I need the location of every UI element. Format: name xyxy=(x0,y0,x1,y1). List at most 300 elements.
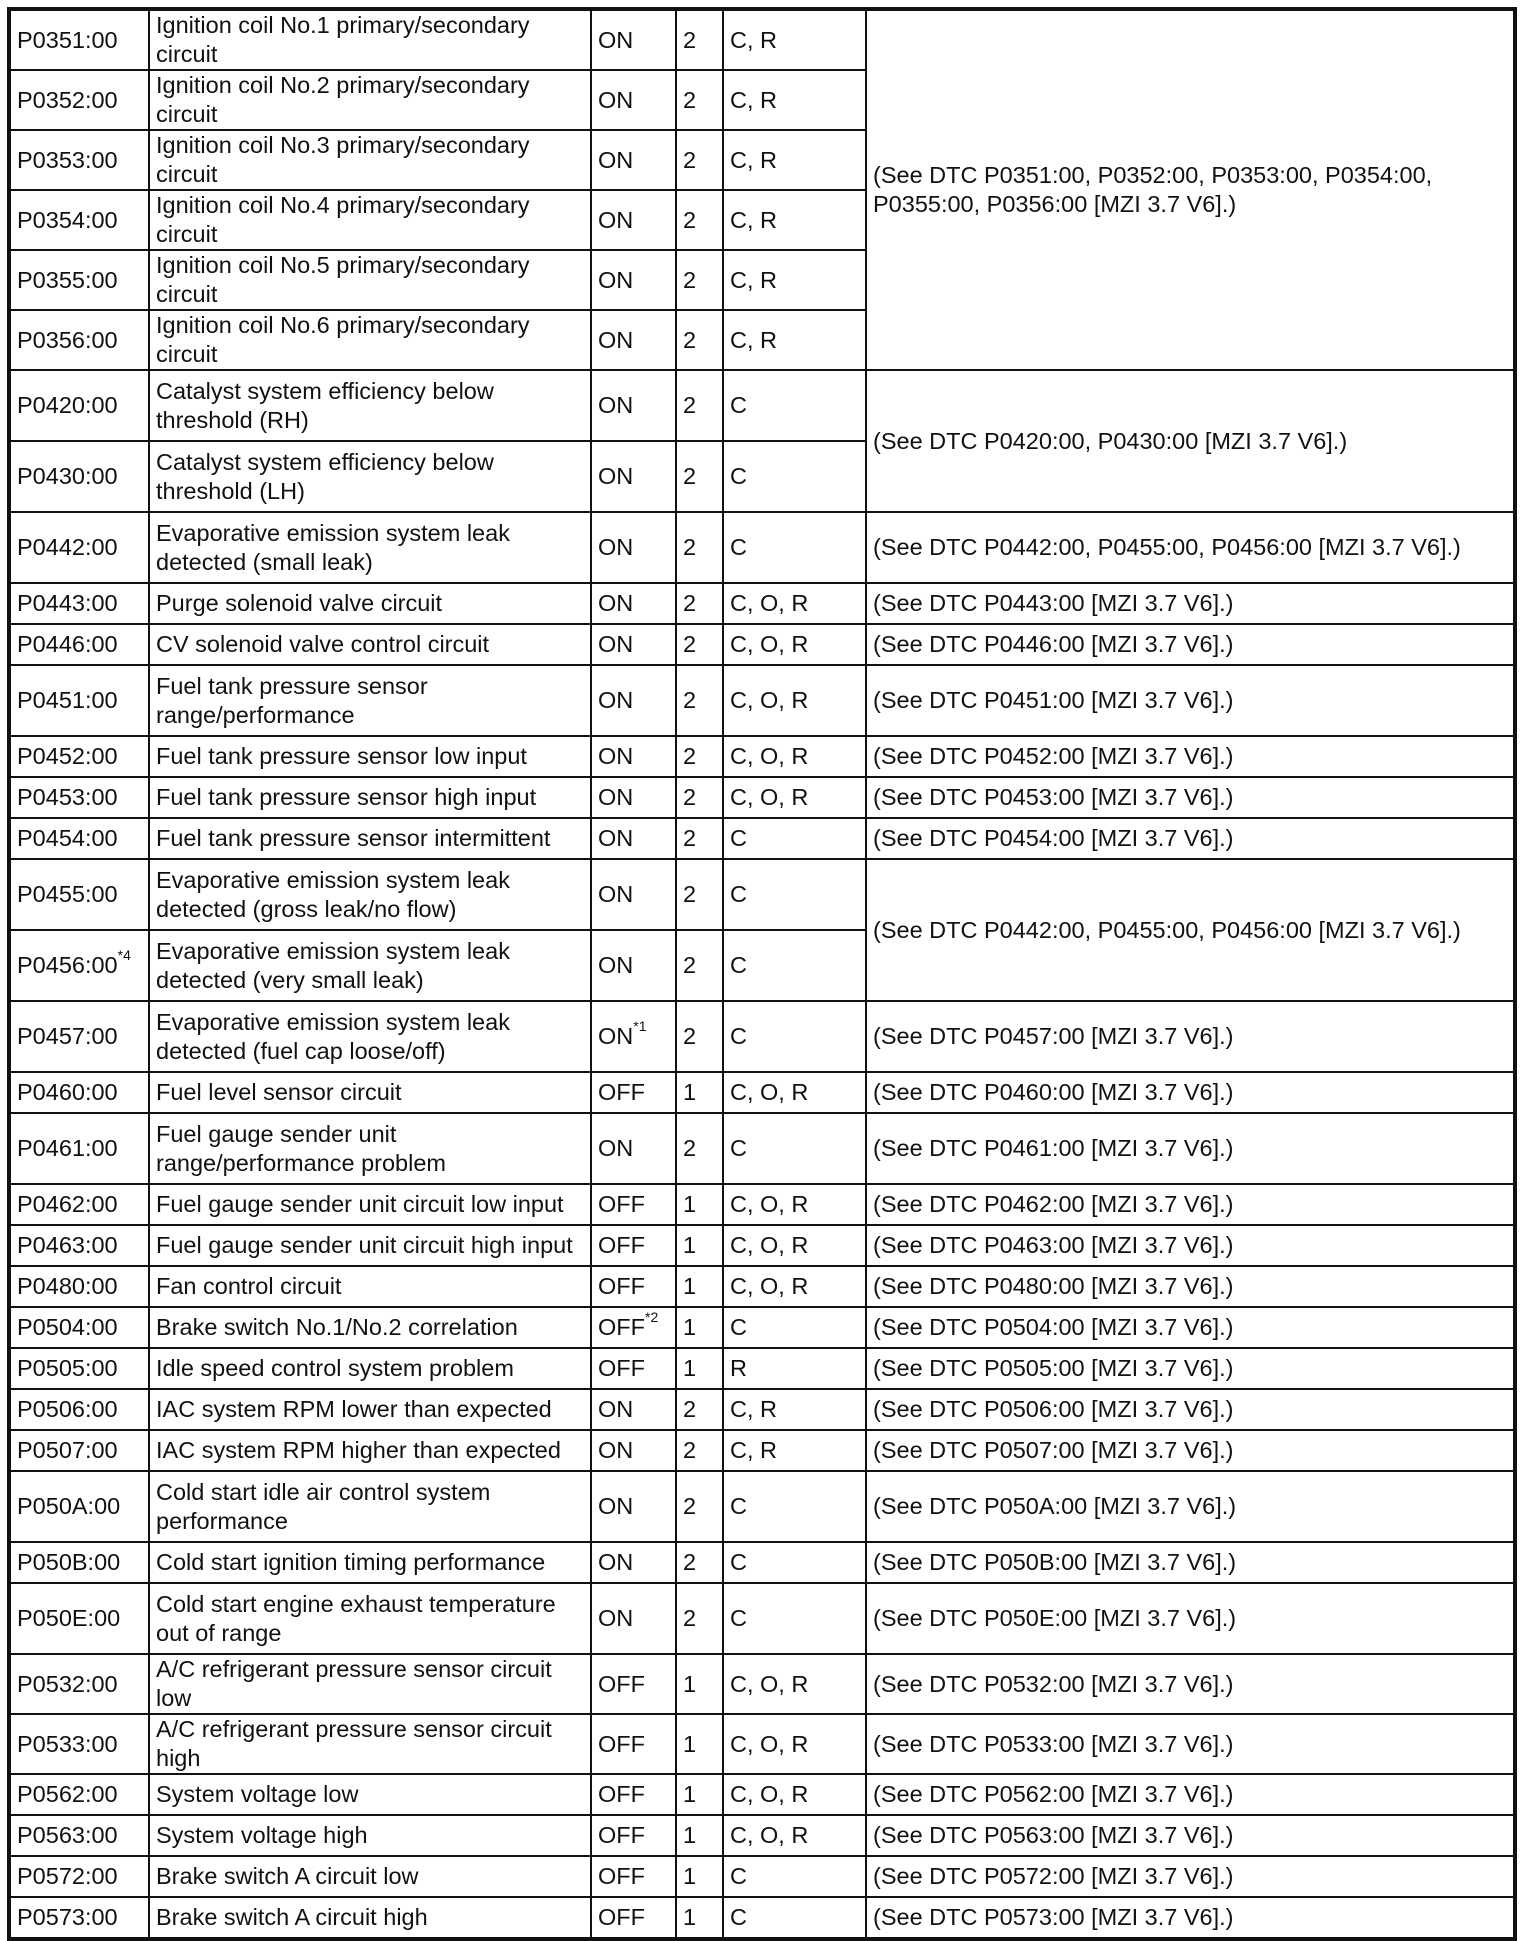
table-row xyxy=(9,818,1515,859)
description-cell-text: Fuel tank pressure sensor high input xyxy=(156,784,537,810)
monitor-cell xyxy=(723,70,866,130)
mil-footnote: *1 xyxy=(633,1018,647,1035)
mil-cell-text: ON xyxy=(598,825,634,851)
monitor-cell-text: C xyxy=(730,1904,747,1930)
dtc-code-cell xyxy=(9,1430,149,1471)
mil-cell xyxy=(591,250,676,310)
monitor-cell-text: C, R xyxy=(730,1396,777,1422)
mil-cell-text: ON xyxy=(598,1493,634,1519)
mil-cell-text: ON xyxy=(598,687,634,713)
dc-cell-text: 1 xyxy=(683,1314,697,1340)
monitor-cell-text: C, R xyxy=(730,326,777,353)
see-dtc-note-cell xyxy=(866,1001,1515,1072)
dc-cell-text: 2 xyxy=(683,146,697,173)
dc-cell xyxy=(676,1225,723,1266)
description-cell xyxy=(149,512,591,583)
description-cell-text: Fuel tank pressure sensor intermittent xyxy=(156,825,551,851)
mil-cell-text: ON xyxy=(598,1549,634,1575)
mil-cell-text: ON xyxy=(598,266,634,293)
see-dtc-note-cell-text: (See DTC P050A:00 [MZI 3.7 V6].) xyxy=(873,1493,1237,1519)
monitor-cell-text: R xyxy=(730,1355,747,1381)
dc-cell xyxy=(676,310,723,370)
description-cell xyxy=(149,1471,591,1542)
description-cell xyxy=(149,1856,591,1897)
see-dtc-note-cell-text: (See DTC P0533:00 [MZI 3.7 V6].) xyxy=(873,1730,1234,1757)
monitor-cell-text: C xyxy=(730,1605,747,1631)
dc-cell-text: 2 xyxy=(683,1396,697,1422)
mil-cell xyxy=(591,1113,676,1184)
see-dtc-note-cell-text: (See DTC P0462:00 [MZI 3.7 V6].) xyxy=(873,1191,1234,1217)
dtc-code-cell xyxy=(9,1471,149,1542)
mil-cell xyxy=(591,1542,676,1583)
mil-cell-text: OFF xyxy=(598,1670,645,1697)
monitor-cell-text: C xyxy=(730,463,747,489)
dc-cell-text: 2 xyxy=(683,1605,697,1631)
dtc-table-page xyxy=(7,7,1513,1930)
monitor-cell xyxy=(723,859,866,930)
dtc-code-cell-text: P0505:00 xyxy=(17,1355,118,1381)
see-dtc-note-cell xyxy=(866,1113,1515,1184)
monitor-cell-text: C, O, R xyxy=(730,1781,809,1807)
monitor-cell-text: C, R xyxy=(730,1437,777,1463)
mil-cell-text: OFF xyxy=(598,1730,645,1757)
see-dtc-note-cell xyxy=(866,1225,1515,1266)
mil-cell-text: ON xyxy=(598,534,634,560)
dc-cell-text: 1 xyxy=(683,1670,697,1697)
see-dtc-note-cell xyxy=(866,1389,1515,1430)
dtc-code-cell-text: P0420:00 xyxy=(17,392,118,418)
dtc-code-cell-text: P0507:00 xyxy=(17,1437,118,1463)
table-row xyxy=(9,1225,1515,1266)
table-row xyxy=(9,1001,1515,1072)
table-row xyxy=(9,1856,1515,1897)
monitor-cell-text: C, O, R xyxy=(730,1079,809,1105)
dc-cell xyxy=(676,9,723,70)
mil-cell-text: ON xyxy=(598,26,634,53)
dtc-code-cell-text: P0480:00 xyxy=(17,1273,118,1299)
dc-cell xyxy=(676,1348,723,1389)
mil-cell xyxy=(591,190,676,250)
description-cell-text: Catalyst system efficiency below threshold (LH) xyxy=(156,448,494,504)
see-dtc-note-cell-text: (See DTC P0443:00 [MZI 3.7 V6].) xyxy=(873,590,1234,616)
table-row xyxy=(9,1348,1515,1389)
monitor-cell-text: C, O, R xyxy=(730,1730,809,1757)
dc-cell xyxy=(676,250,723,310)
dc-cell xyxy=(676,736,723,777)
mil-cell xyxy=(591,1072,676,1113)
dtc-code-cell-text: P0442:00 xyxy=(17,534,118,560)
monitor-cell-text: C, O, R xyxy=(730,687,809,713)
monitor-cell xyxy=(723,930,866,1001)
description-cell xyxy=(149,70,591,130)
see-dtc-note-cell-text: (See DTC P0460:00 [MZI 3.7 V6].) xyxy=(873,1079,1234,1105)
dc-cell xyxy=(676,665,723,736)
dtc-code-cell xyxy=(9,310,149,370)
monitor-cell-text: C xyxy=(730,952,747,978)
table-row xyxy=(9,370,1515,441)
dc-cell xyxy=(676,1471,723,1542)
description-cell xyxy=(149,1389,591,1430)
description-cell xyxy=(149,859,591,930)
mil-cell xyxy=(591,624,676,665)
description-cell-text: IAC system RPM higher than expected xyxy=(156,1437,561,1463)
see-dtc-note-cell-text: (See DTC P0532:00 [MZI 3.7 V6].) xyxy=(873,1670,1234,1697)
dc-cell xyxy=(676,1307,723,1348)
monitor-cell xyxy=(723,1471,866,1542)
mil-cell xyxy=(591,9,676,70)
dc-cell-text: 1 xyxy=(683,1191,697,1217)
see-dtc-note-cell xyxy=(866,1430,1515,1471)
dtc-code-cell xyxy=(9,1307,149,1348)
see-dtc-note-cell xyxy=(866,9,1515,370)
dc-cell-text: 1 xyxy=(683,1355,697,1381)
monitor-cell-text: C, R xyxy=(730,266,777,293)
dtc-code-cell-text: P0572:00 xyxy=(17,1863,118,1889)
mil-cell xyxy=(591,1774,676,1815)
description-cell-text: Cold start engine exhaust temperature out of range xyxy=(156,1590,556,1646)
dtc-code-cell xyxy=(9,1897,149,1939)
monitor-cell xyxy=(723,1266,866,1307)
description-cell-text: Brake switch A circuit low xyxy=(156,1863,419,1889)
monitor-cell-text: C, O, R xyxy=(730,1273,809,1299)
see-dtc-note-cell xyxy=(866,1542,1515,1583)
description-cell-text: Catalyst system efficiency below threshold (RH) xyxy=(156,377,494,433)
mil-cell xyxy=(591,1897,676,1939)
dtc-code-cell-text: P0563:00 xyxy=(17,1822,118,1848)
dc-cell xyxy=(676,1714,723,1774)
monitor-cell xyxy=(723,665,866,736)
dtc-code-cell xyxy=(9,624,149,665)
dtc-code-cell xyxy=(9,1714,149,1774)
dc-cell xyxy=(676,1389,723,1430)
description-cell xyxy=(149,1542,591,1583)
see-dtc-note-cell xyxy=(866,1774,1515,1815)
table-row xyxy=(9,583,1515,624)
dtc-code-cell xyxy=(9,512,149,583)
dc-cell xyxy=(676,190,723,250)
mil-cell-text: ON xyxy=(598,743,634,769)
dc-cell xyxy=(676,1072,723,1113)
dc-cell xyxy=(676,1897,723,1939)
see-dtc-note-cell-text: (See DTC P0442:00, P0455:00, P0456:00 [MZI 3.7 V6].) xyxy=(873,916,1461,943)
dtc-code-cell-text: P0351:00 xyxy=(17,26,118,53)
dc-cell xyxy=(676,1542,723,1583)
dtc-code-cell xyxy=(9,1184,149,1225)
mil-cell-text: OFF xyxy=(598,1314,645,1340)
see-dtc-note-cell xyxy=(866,1184,1515,1225)
mil-cell-text: OFF xyxy=(598,1191,645,1217)
dtc-code-cell-text: P050B:00 xyxy=(17,1549,121,1575)
see-dtc-note-cell xyxy=(866,1266,1515,1307)
dtc-code-cell xyxy=(9,190,149,250)
see-dtc-note-cell-text: (See DTC P0573:00 [MZI 3.7 V6].) xyxy=(873,1904,1234,1930)
mil-cell xyxy=(591,1714,676,1774)
table-row xyxy=(9,1542,1515,1583)
description-cell xyxy=(149,1266,591,1307)
see-dtc-note-cell xyxy=(866,1654,1515,1714)
monitor-cell xyxy=(723,1389,866,1430)
monitor-cell-text: C xyxy=(730,392,747,418)
description-cell-text: Ignition coil No.5 primary/secondary circuit xyxy=(156,252,530,307)
monitor-cell-text: C xyxy=(730,1493,747,1519)
see-dtc-note-cell-text: (See DTC P050E:00 [MZI 3.7 V6].) xyxy=(873,1605,1237,1631)
mil-cell xyxy=(591,665,676,736)
monitor-cell-text: C, R xyxy=(730,26,777,53)
dtc-code-cell xyxy=(9,1389,149,1430)
mil-cell xyxy=(591,1389,676,1430)
see-dtc-note-cell-text: (See DTC P050B:00 [MZI 3.7 V6].) xyxy=(873,1549,1237,1575)
mil-cell xyxy=(591,130,676,190)
description-cell xyxy=(149,1897,591,1939)
monitor-cell xyxy=(723,441,866,512)
dc-cell xyxy=(676,370,723,441)
see-dtc-note-cell-text: (See DTC P0457:00 [MZI 3.7 V6].) xyxy=(873,1023,1234,1049)
dtc-code-cell xyxy=(9,665,149,736)
see-dtc-note-cell xyxy=(866,1714,1515,1774)
see-dtc-note-cell xyxy=(866,665,1515,736)
table-row xyxy=(9,1266,1515,1307)
description-cell xyxy=(149,1225,591,1266)
dtc-code-cell-text: P0446:00 xyxy=(17,631,118,657)
see-dtc-note-cell xyxy=(866,777,1515,818)
mil-cell-text: OFF xyxy=(598,1273,645,1299)
dc-cell-text: 2 xyxy=(683,687,697,713)
monitor-cell-text: C, O, R xyxy=(730,1232,809,1258)
see-dtc-note-cell-text: (See DTC P0451:00 [MZI 3.7 V6].) xyxy=(873,687,1234,713)
description-cell-text: Ignition coil No.4 primary/secondary circuit xyxy=(156,192,530,247)
description-cell-text: System voltage high xyxy=(156,1822,368,1848)
see-dtc-note-cell-text: (See DTC P0507:00 [MZI 3.7 V6].) xyxy=(873,1437,1234,1463)
dtc-table xyxy=(7,7,1517,1941)
dc-cell xyxy=(676,1266,723,1307)
mil-cell-text: ON xyxy=(598,463,634,489)
mil-cell-text: ON xyxy=(598,784,634,810)
monitor-cell xyxy=(723,370,866,441)
mil-cell-text: OFF xyxy=(598,1904,645,1930)
dc-cell-text: 2 xyxy=(683,1493,697,1519)
mil-cell-text: ON xyxy=(598,631,634,657)
description-cell xyxy=(149,1583,591,1654)
mil-cell xyxy=(591,1815,676,1856)
monitor-cell-text: C, R xyxy=(730,146,777,173)
dc-cell xyxy=(676,70,723,130)
description-cell-text: Purge solenoid valve circuit xyxy=(156,590,443,616)
dc-cell xyxy=(676,1184,723,1225)
dtc-code-cell xyxy=(9,736,149,777)
monitor-cell xyxy=(723,1348,866,1389)
dtc-code-cell-text: P0533:00 xyxy=(17,1730,118,1757)
description-cell-text: Cold start ignition timing performance xyxy=(156,1549,546,1575)
description-cell-text: Fuel tank pressure sensor low input xyxy=(156,743,527,769)
dc-cell-text: 2 xyxy=(683,206,697,233)
table-row xyxy=(9,1430,1515,1471)
description-cell xyxy=(149,583,591,624)
see-dtc-note-cell xyxy=(866,1897,1515,1939)
description-cell-text: Ignition coil No.3 primary/secondary circuit xyxy=(156,132,530,187)
see-dtc-note-cell-text: (See DTC P0452:00 [MZI 3.7 V6].) xyxy=(873,743,1234,769)
monitor-cell xyxy=(723,1542,866,1583)
mil-cell-text: ON xyxy=(598,1605,634,1631)
mil-cell-text: OFF xyxy=(598,1232,645,1258)
dc-cell-text: 2 xyxy=(683,631,697,657)
monitor-cell-text: C, O, R xyxy=(730,631,809,657)
monitor-cell-text: C xyxy=(730,825,747,851)
mil-cell xyxy=(591,1471,676,1542)
monitor-cell xyxy=(723,190,866,250)
description-cell-text: Evaporative emission system leak detected (fuel cap loose/off) xyxy=(156,1008,510,1064)
dc-cell xyxy=(676,583,723,624)
description-cell xyxy=(149,190,591,250)
dtc-code-cell xyxy=(9,1654,149,1714)
see-dtc-note-cell xyxy=(866,1348,1515,1389)
dc-cell xyxy=(676,1815,723,1856)
dc-cell-text: 2 xyxy=(683,266,697,293)
monitor-cell-text: C, O, R xyxy=(730,590,809,616)
mil-cell xyxy=(591,777,676,818)
mil-cell-text: ON xyxy=(598,86,634,113)
dtc-code-cell-text: P0430:00 xyxy=(17,463,118,489)
see-dtc-note-cell xyxy=(866,1072,1515,1113)
dtc-code-cell-text: P0562:00 xyxy=(17,1781,118,1807)
dtc-code-cell xyxy=(9,1266,149,1307)
monitor-cell xyxy=(723,1815,866,1856)
monitor-cell xyxy=(723,583,866,624)
description-cell xyxy=(149,1815,591,1856)
description-cell-text: Ignition coil No.2 primary/secondary circuit xyxy=(156,72,530,127)
dtc-code-cell-text: P0573:00 xyxy=(17,1904,118,1930)
description-cell xyxy=(149,1348,591,1389)
dc-cell-text: 1 xyxy=(683,1273,697,1299)
see-dtc-note-cell-text: (See DTC P0463:00 [MZI 3.7 V6].) xyxy=(873,1232,1234,1258)
see-dtc-note-cell-text: (See DTC P0504:00 [MZI 3.7 V6].) xyxy=(873,1314,1234,1340)
dc-cell-text: 1 xyxy=(683,1232,697,1258)
table-row xyxy=(9,665,1515,736)
description-cell-text: Idle speed control system problem xyxy=(156,1355,514,1381)
description-cell xyxy=(149,130,591,190)
see-dtc-note-cell xyxy=(866,859,1515,1001)
dc-cell xyxy=(676,624,723,665)
mil-cell xyxy=(591,1266,676,1307)
mil-cell xyxy=(591,310,676,370)
dtc-code-cell-text: P0460:00 xyxy=(17,1079,118,1105)
see-dtc-note-cell xyxy=(866,583,1515,624)
dtc-code-cell xyxy=(9,130,149,190)
see-dtc-note-cell-text: (See DTC P0506:00 [MZI 3.7 V6].) xyxy=(873,1396,1234,1422)
dtc-code-cell xyxy=(9,930,149,1001)
monitor-cell-text: C, O, R xyxy=(730,1670,809,1697)
dc-cell xyxy=(676,1654,723,1714)
mil-cell xyxy=(591,930,676,1001)
dtc-code-footnote: *4 xyxy=(117,947,131,964)
mil-cell-text: ON xyxy=(598,1135,634,1161)
dc-cell xyxy=(676,818,723,859)
description-cell-text: IAC system RPM lower than expected xyxy=(156,1396,552,1422)
monitor-cell xyxy=(723,310,866,370)
see-dtc-note-cell-text: (See DTC P0563:00 [MZI 3.7 V6].) xyxy=(873,1822,1234,1848)
mil-cell-text: OFF xyxy=(598,1822,645,1848)
dc-cell-text: 2 xyxy=(683,881,697,907)
table-row xyxy=(9,1471,1515,1542)
description-cell-text: A/C refrigerant pressure sensor circuit low xyxy=(156,1656,552,1711)
dtc-code-cell xyxy=(9,859,149,930)
dc-cell-text: 2 xyxy=(683,326,697,353)
dtc-code-cell xyxy=(9,70,149,130)
monitor-cell-text: C, R xyxy=(730,86,777,113)
mil-cell xyxy=(591,1225,676,1266)
dc-cell-text: 1 xyxy=(683,1863,697,1889)
dc-cell-text: 1 xyxy=(683,1079,697,1105)
dc-cell-text: 1 xyxy=(683,1781,697,1807)
mil-cell-text: ON xyxy=(598,1437,634,1463)
monitor-cell xyxy=(723,1072,866,1113)
dtc-code-cell-text: P0355:00 xyxy=(17,266,118,293)
description-cell xyxy=(149,1307,591,1348)
table-row xyxy=(9,1389,1515,1430)
see-dtc-note-cell xyxy=(866,1583,1515,1654)
mil-cell-text: OFF xyxy=(598,1355,645,1381)
see-dtc-note-cell xyxy=(866,624,1515,665)
mil-cell xyxy=(591,1001,676,1072)
mil-cell xyxy=(591,441,676,512)
mil-cell xyxy=(591,1856,676,1897)
monitor-cell-text: C xyxy=(730,1023,747,1049)
description-cell xyxy=(149,9,591,70)
dc-cell xyxy=(676,930,723,1001)
mil-cell xyxy=(591,1583,676,1654)
see-dtc-note-cell-text: (See DTC P0505:00 [MZI 3.7 V6].) xyxy=(873,1355,1234,1381)
description-cell-text: Brake switch A circuit high xyxy=(156,1904,428,1930)
monitor-cell-text: C, O, R xyxy=(730,1191,809,1217)
table-row xyxy=(9,512,1515,583)
see-dtc-note-cell-text: (See DTC P0572:00 [MZI 3.7 V6].) xyxy=(873,1863,1234,1889)
table-row xyxy=(9,9,1515,70)
dtc-code-cell-text: P0532:00 xyxy=(17,1670,118,1697)
dc-cell-text: 2 xyxy=(683,1135,697,1161)
dtc-code-cell-text: P0354:00 xyxy=(17,206,118,233)
mil-cell xyxy=(591,1307,676,1348)
monitor-cell xyxy=(723,777,866,818)
monitor-cell xyxy=(723,1583,866,1654)
table-row xyxy=(9,1113,1515,1184)
mil-cell-text: ON xyxy=(598,146,634,173)
monitor-cell xyxy=(723,130,866,190)
monitor-cell xyxy=(723,1856,866,1897)
description-cell-text: Fuel level sensor circuit xyxy=(156,1079,402,1105)
description-cell xyxy=(149,310,591,370)
description-cell xyxy=(149,665,591,736)
mil-cell-text: ON xyxy=(598,590,634,616)
dc-cell xyxy=(676,777,723,818)
mil-cell xyxy=(591,1654,676,1714)
description-cell xyxy=(149,1774,591,1815)
description-cell xyxy=(149,1072,591,1113)
description-cell-text: Fan control circuit xyxy=(156,1273,342,1299)
mil-cell xyxy=(591,512,676,583)
see-dtc-note-cell xyxy=(866,818,1515,859)
mil-cell xyxy=(591,1430,676,1471)
dc-cell xyxy=(676,859,723,930)
see-dtc-note-cell xyxy=(866,512,1515,583)
description-cell xyxy=(149,777,591,818)
monitor-cell-text: C, R xyxy=(730,206,777,233)
mil-cell-text: OFF xyxy=(598,1079,645,1105)
monitor-cell xyxy=(723,736,866,777)
dtc-code-cell-text: P0356:00 xyxy=(17,326,118,353)
dc-cell xyxy=(676,1001,723,1072)
table-row xyxy=(9,624,1515,665)
description-cell-text: CV solenoid valve control circuit xyxy=(156,631,490,657)
monitor-cell xyxy=(723,9,866,70)
